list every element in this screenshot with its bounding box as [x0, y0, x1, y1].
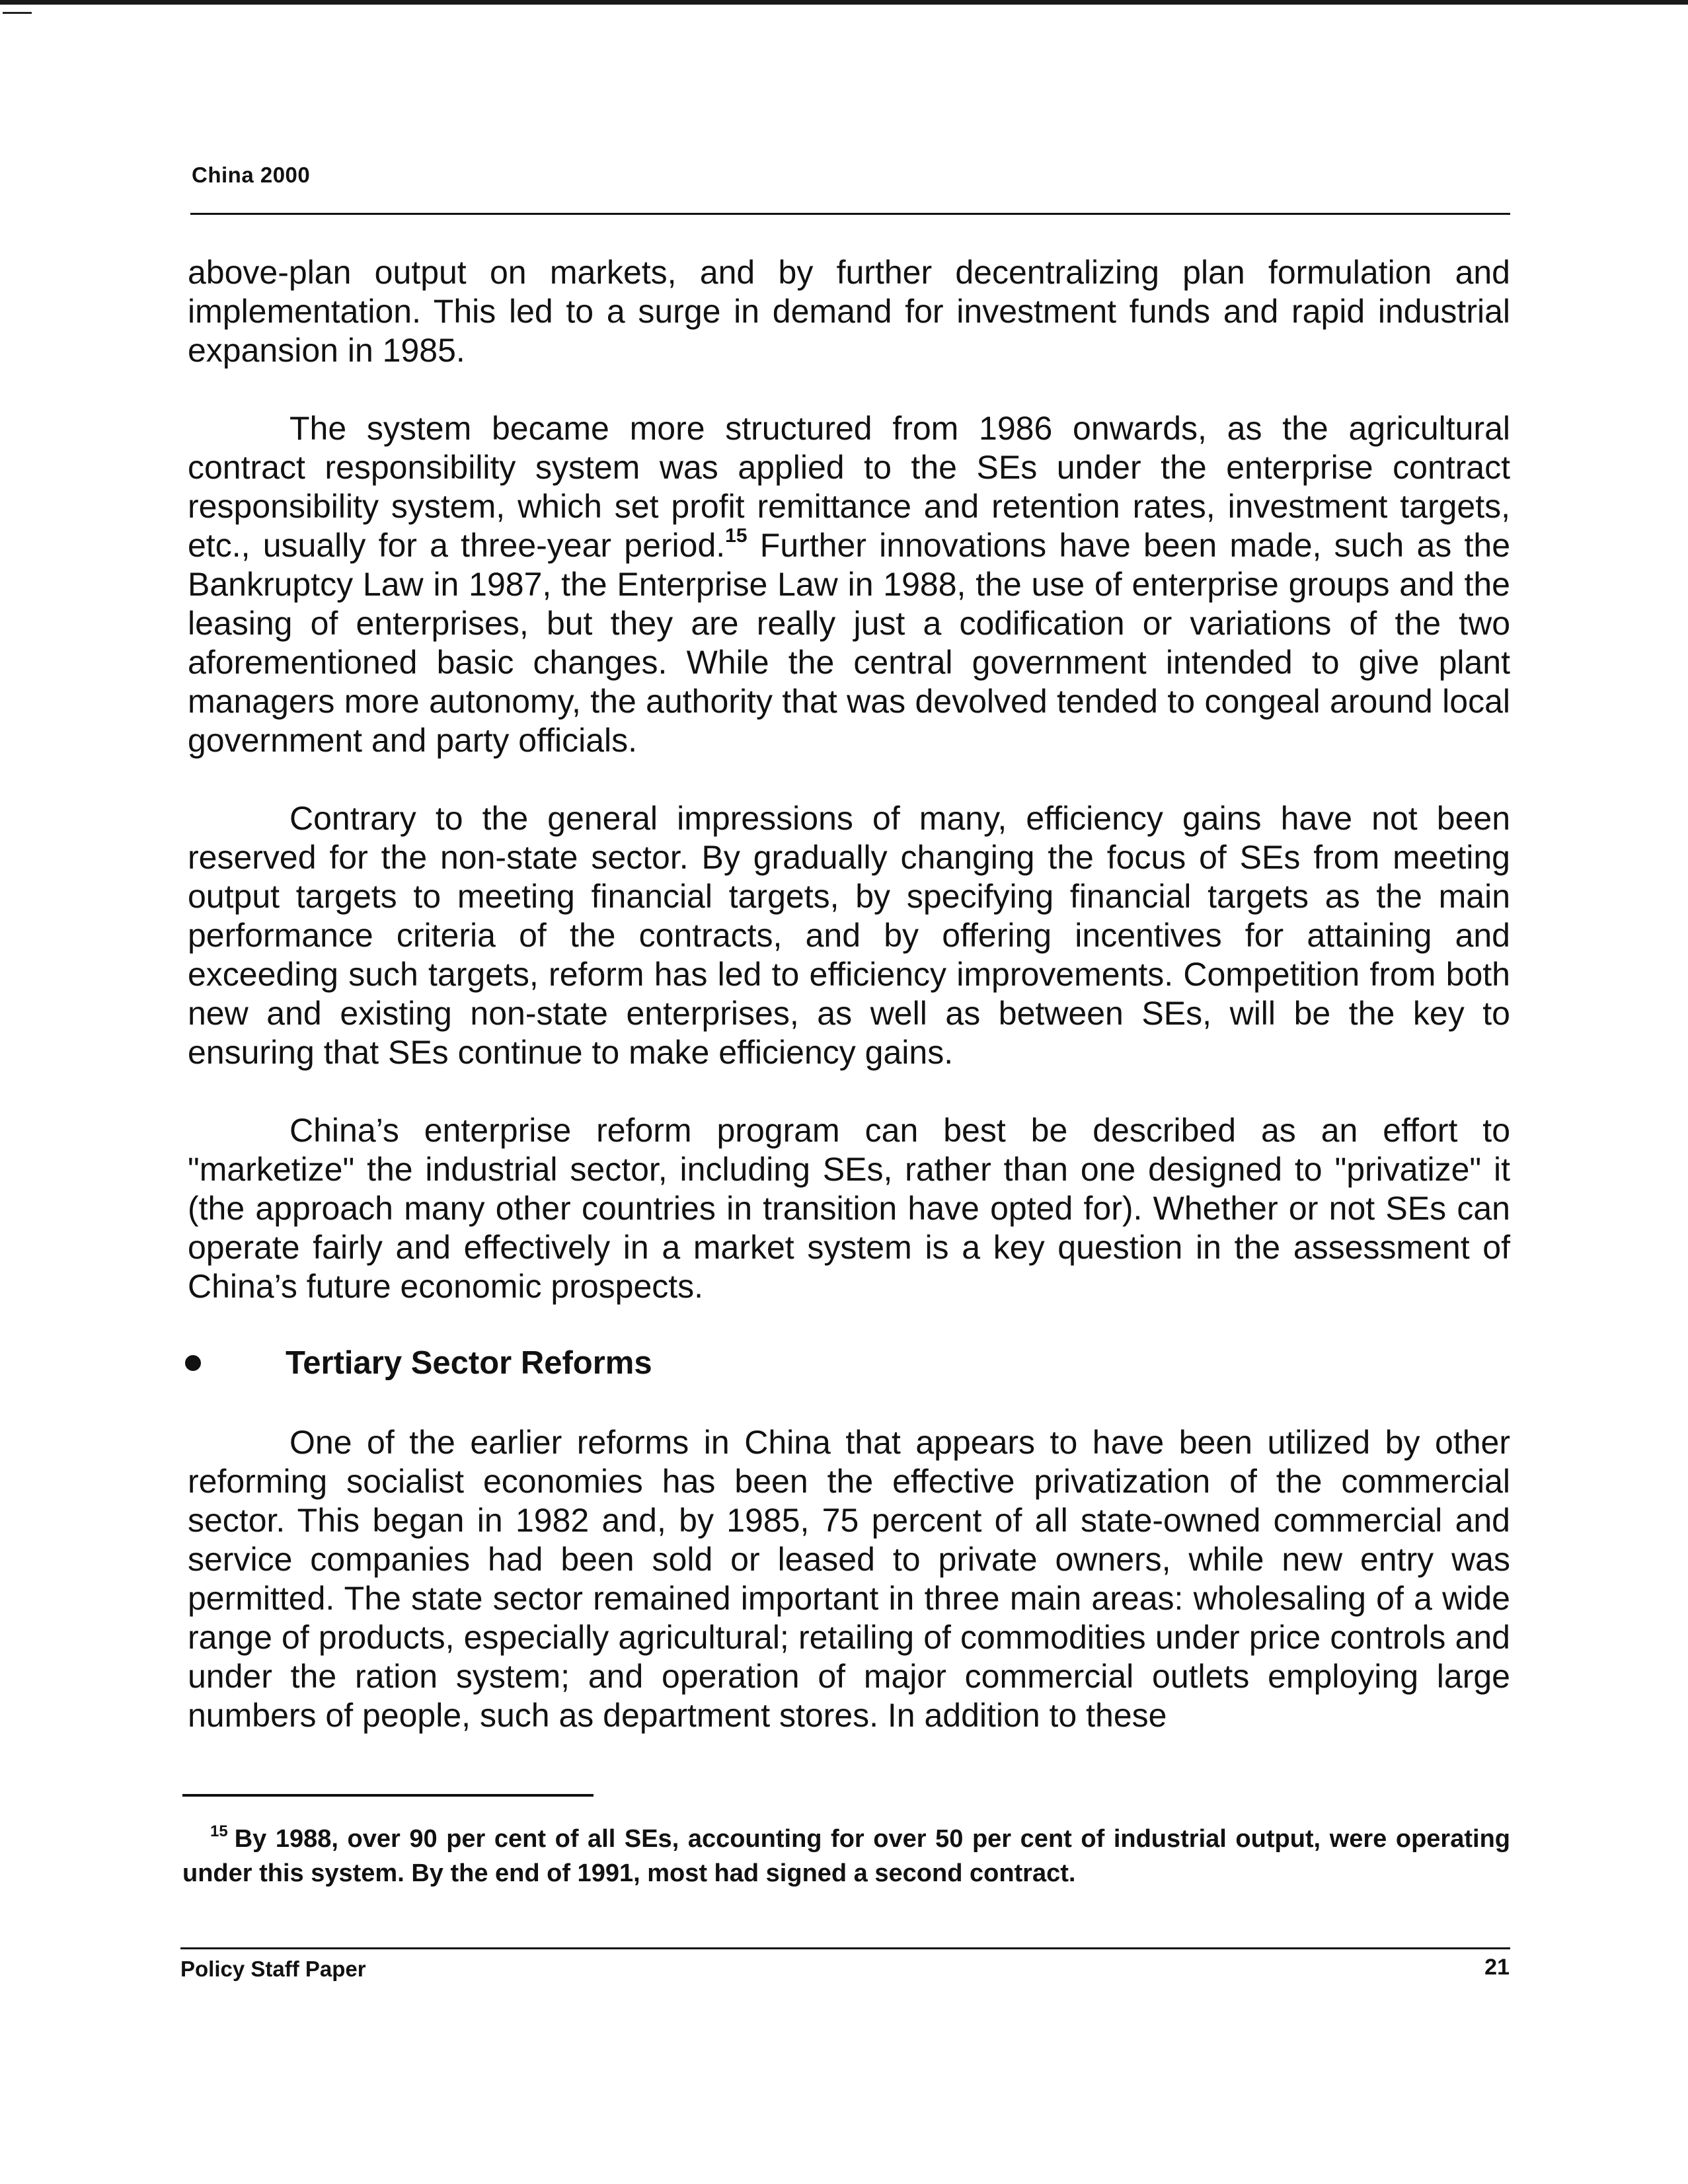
footnote-separator [182, 1794, 594, 1797]
body-text-top [188, 253, 1510, 1345]
section-heading [185, 1345, 652, 1382]
body-text-bottom [188, 1423, 1510, 1774]
paragraph-contract-system-text-a: The system became more structured from 1986 onwards, as the agricultural contract responsibility system was applied to the SEs under the enterprise contract responsibility system, which set profit remittance and retention rates, investment targets, etc., usually for a three-year period. [188, 410, 1510, 564]
paragraph-contract-system [188, 409, 1510, 760]
paragraph-marketize: China’s enterprise reform program can best be described as an effort to "marketize" the industrial sector, including SEs, rather than one designed to "privatize" it (the approach many other countries in transition have opted for). Whether or not SEs can operate fairly and effectively in a market system is a key question in the assessment of China’s future economic prospects. [188, 1112, 1510, 1305]
paragraph-tertiary-reforms: One of the earlier reforms in China that appears to have been utilized by other reforming socialist economies has been the effective privatization of the commercial sector. This began in 1982 and, by 1985, 75 percent of all state-owned commercial and service companies had been sold or leased to private owners, while new entry was permitted. The state sector remained important in three main areas: wholesaling of a wide range of products, especially agricultural; retailing of commodities under price controls and under the ration system; and operation of major commercial outlets employing large numbers of people, such as department stores. In addition to these [188, 1424, 1510, 1734]
bullet-icon [185, 1355, 201, 1371]
footnote-text: By 1988, over 90 per cent of all SEs, accounting for over 50 per cent of industrial output, were operating under this system. By the end of 1991, most had signed a second contract. [182, 1825, 1510, 1887]
page-number: 21 [1484, 1955, 1510, 1980]
footnote [182, 1822, 1510, 1891]
header-rule [190, 213, 1510, 215]
running-header-title: China 2000 [192, 163, 311, 187]
footer-publication: Policy Staff Paper [180, 1957, 366, 1981]
section-heading-text: Tertiary Sector Reforms [286, 1345, 652, 1381]
scan-corner-mark [3, 12, 32, 14]
footnote-reference: 15 [725, 525, 748, 547]
scan-top-edge [0, 0, 1688, 5]
paragraph-efficiency-gains: Contrary to the general impressions of many, efficiency gains have not been reserved for the non-state sector. By gradually changing the focus of SEs from meeting output targets to meeting financial targets, by specifying financial targets as the main performance criteria of the contracts, and by offering incentives for attaining and exceeding such targets, reform has led to efficiency improvements. Competition from both new and existing non-state enterprises, as well as between SEs, will be the key to ensuring that SEs continue to make efficiency gains. [188, 800, 1510, 1071]
paragraph-continued: above-plan output on markets, and by further decentralizing plan formulation and implementation. This led to a surge in demand for investment funds and rapid industrial expansion in 1985. [188, 254, 1510, 369]
footer-rule [180, 1947, 1510, 1949]
footnote-number: 15 [210, 1822, 228, 1840]
paragraph-contract-system-text-b: Further innovations have been made, such as the Bankruptcy Law in 1987, the Enterprise Law in 1988, the use of enterprise groups and the leasing of enterprises, but they are really just a codification or variations of the two aforementioned basic changes. While the central government intended to give plant managers more autonomy, the authority that was devolved tended to congeal around local government and party officials. [188, 527, 1511, 759]
